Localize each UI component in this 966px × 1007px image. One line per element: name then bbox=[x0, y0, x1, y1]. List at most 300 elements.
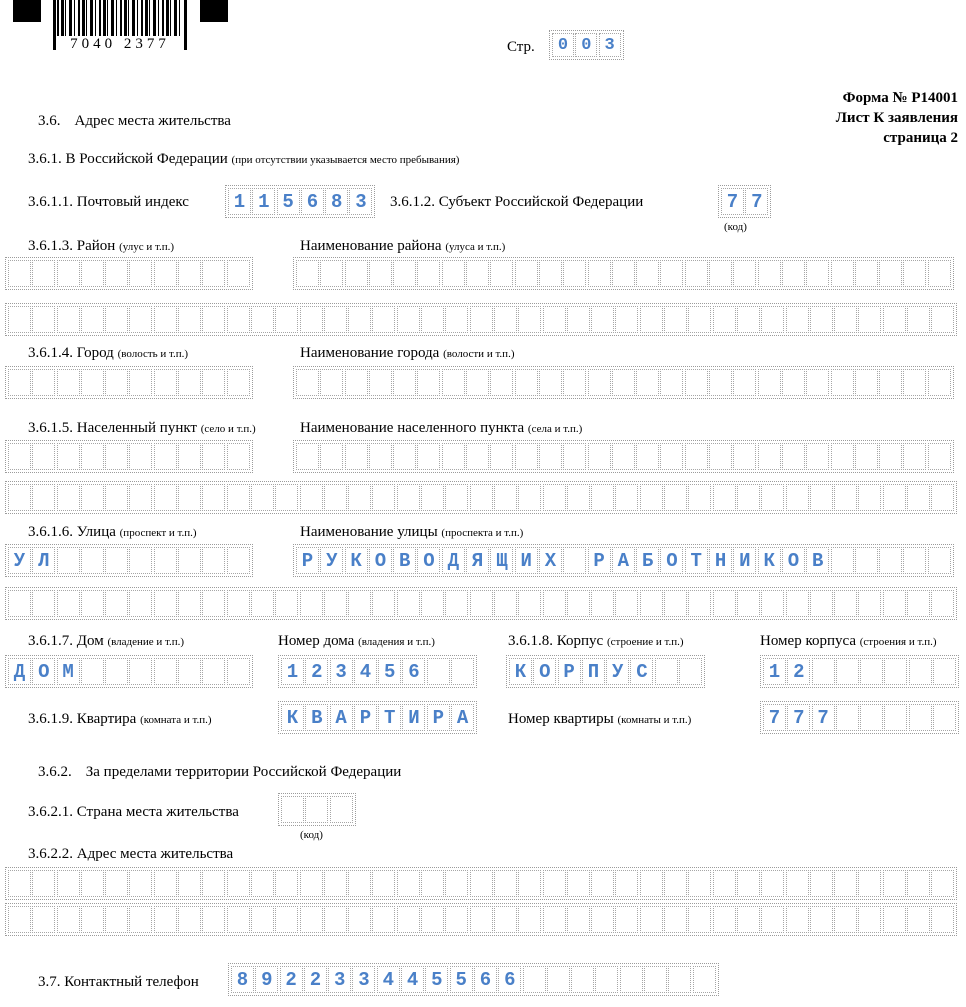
char-cell bbox=[178, 658, 201, 685]
char-cell bbox=[879, 547, 902, 574]
char-cell bbox=[154, 590, 177, 617]
char-cell bbox=[733, 369, 756, 396]
char-cell: О bbox=[533, 658, 556, 685]
building-number-field[interactable] bbox=[760, 655, 959, 688]
char-cell bbox=[300, 306, 323, 333]
char-cell bbox=[296, 260, 319, 287]
char-cell bbox=[786, 590, 809, 617]
section-3-6-1-title: 3.6.1. В Российской Федерации (при отсутствии указывается место пребывания) bbox=[28, 151, 460, 167]
char-cell bbox=[466, 260, 489, 287]
char-cell bbox=[567, 306, 590, 333]
char-cell bbox=[202, 906, 225, 933]
char-cell bbox=[81, 306, 104, 333]
char-cell bbox=[664, 484, 687, 511]
page-number-field[interactable] bbox=[549, 30, 624, 60]
char-cell bbox=[32, 306, 55, 333]
char-cell bbox=[834, 306, 857, 333]
char-cell bbox=[688, 590, 711, 617]
char-cell bbox=[57, 306, 80, 333]
char-cell bbox=[855, 443, 878, 470]
char-cell bbox=[32, 443, 55, 470]
char-cell bbox=[397, 870, 420, 897]
char-cell bbox=[928, 260, 951, 287]
settlement-type-field[interactable] bbox=[5, 440, 253, 473]
char-cell: 0 bbox=[552, 33, 574, 57]
char-cell bbox=[32, 260, 55, 287]
house-type-field[interactable] bbox=[5, 655, 253, 688]
char-cell bbox=[227, 306, 250, 333]
char-cell bbox=[81, 870, 104, 897]
char-cell bbox=[202, 870, 225, 897]
char-cell: Д bbox=[8, 658, 31, 685]
char-cell bbox=[330, 796, 353, 823]
char-cell bbox=[348, 590, 371, 617]
char-cell bbox=[640, 870, 663, 897]
char-cell bbox=[275, 484, 298, 511]
foreign-address-line2-field[interactable] bbox=[5, 903, 957, 936]
char-cell bbox=[178, 590, 201, 617]
char-cell bbox=[345, 369, 368, 396]
char-cell bbox=[202, 306, 225, 333]
char-cell bbox=[567, 590, 590, 617]
char-cell bbox=[320, 443, 343, 470]
district-name-field[interactable] bbox=[293, 257, 954, 290]
char-cell: 7 bbox=[812, 704, 835, 731]
char-cell bbox=[202, 443, 225, 470]
char-cell bbox=[523, 966, 546, 993]
char-cell bbox=[933, 658, 956, 685]
char-cell bbox=[372, 484, 395, 511]
char-cell bbox=[105, 443, 128, 470]
char-cell bbox=[129, 906, 152, 933]
char-cell bbox=[421, 306, 444, 333]
char-cell bbox=[129, 306, 152, 333]
char-cell bbox=[903, 369, 926, 396]
char-cell bbox=[834, 484, 857, 511]
apartment-type-field[interactable] bbox=[278, 701, 477, 734]
char-cell bbox=[105, 870, 128, 897]
settlement-name-field[interactable] bbox=[293, 440, 954, 473]
char-cell bbox=[655, 658, 678, 685]
char-cell bbox=[688, 484, 711, 511]
char-cell bbox=[397, 906, 420, 933]
char-cell bbox=[129, 443, 152, 470]
char-cell bbox=[810, 870, 833, 897]
char-cell: У bbox=[320, 547, 343, 574]
char-cell bbox=[786, 484, 809, 511]
char-cell bbox=[737, 590, 760, 617]
char-cell: 1 bbox=[228, 188, 251, 215]
char-cell bbox=[644, 966, 667, 993]
subject-label: 3.6.1.2. Субъект Российской Федерации bbox=[390, 194, 644, 210]
char-cell bbox=[640, 906, 663, 933]
char-cell bbox=[32, 906, 55, 933]
city-type-field[interactable] bbox=[5, 366, 253, 399]
char-cell bbox=[931, 870, 954, 897]
char-cell bbox=[786, 906, 809, 933]
section-number: 3.6. bbox=[38, 113, 61, 129]
building-label: 3.6.1.8. Корпус (строение и т.п.) bbox=[508, 633, 684, 649]
char-cell bbox=[931, 906, 954, 933]
char-cell bbox=[445, 906, 468, 933]
char-cell bbox=[761, 484, 784, 511]
char-cell bbox=[129, 590, 152, 617]
char-cell bbox=[660, 369, 683, 396]
char-cell bbox=[931, 306, 954, 333]
char-cell bbox=[129, 369, 152, 396]
street-type-field[interactable] bbox=[5, 544, 253, 577]
char-cell bbox=[810, 484, 833, 511]
postal-index-label: 3.6.1.1. Почтовый индекс bbox=[28, 194, 189, 210]
char-cell bbox=[81, 260, 104, 287]
char-cell bbox=[251, 306, 274, 333]
char-cell bbox=[588, 260, 611, 287]
char-cell bbox=[664, 906, 687, 933]
char-cell: 3 bbox=[349, 188, 372, 215]
char-cell bbox=[883, 590, 906, 617]
char-cell bbox=[615, 906, 638, 933]
char-cell: 2 bbox=[305, 658, 328, 685]
char-cell bbox=[588, 443, 611, 470]
char-cell bbox=[515, 443, 538, 470]
char-cell bbox=[417, 369, 440, 396]
char-cell bbox=[154, 369, 177, 396]
char-cell bbox=[8, 443, 31, 470]
section-number: 3.6.2. bbox=[38, 764, 72, 780]
char-cell bbox=[931, 590, 954, 617]
char-cell bbox=[369, 260, 392, 287]
char-cell: 6 bbox=[474, 966, 497, 993]
char-cell bbox=[713, 906, 736, 933]
char-cell bbox=[305, 796, 328, 823]
char-cell bbox=[154, 906, 177, 933]
char-cell: 1 bbox=[281, 658, 304, 685]
char-cell bbox=[858, 870, 881, 897]
char-cell bbox=[567, 484, 590, 511]
char-cell bbox=[154, 484, 177, 511]
postal-index-field[interactable] bbox=[225, 185, 375, 218]
char-cell bbox=[737, 484, 760, 511]
char-cell bbox=[178, 306, 201, 333]
char-cell bbox=[57, 547, 80, 574]
char-cell bbox=[57, 443, 80, 470]
char-cell bbox=[831, 443, 854, 470]
char-cell bbox=[543, 870, 566, 897]
char-cell bbox=[470, 306, 493, 333]
char-cell bbox=[494, 590, 517, 617]
char-cell bbox=[227, 547, 250, 574]
char-cell: М bbox=[57, 658, 80, 685]
char-cell bbox=[907, 906, 930, 933]
street-name-field[interactable] bbox=[293, 544, 954, 577]
char-cell: 1 bbox=[763, 658, 786, 685]
char-cell bbox=[490, 443, 513, 470]
char-cell bbox=[494, 906, 517, 933]
char-cell bbox=[836, 704, 859, 731]
char-cell: К bbox=[509, 658, 532, 685]
char-cell: К bbox=[345, 547, 368, 574]
char-cell: Б bbox=[636, 547, 659, 574]
char-cell bbox=[105, 590, 128, 617]
char-cell bbox=[227, 906, 250, 933]
char-cell bbox=[928, 443, 951, 470]
form-number: Форма № Р14001 bbox=[842, 90, 958, 106]
char-cell bbox=[907, 306, 930, 333]
char-cell bbox=[202, 260, 225, 287]
char-cell bbox=[515, 369, 538, 396]
char-cell bbox=[427, 658, 450, 685]
char-cell bbox=[855, 260, 878, 287]
subject-code-field[interactable] bbox=[718, 185, 771, 218]
city-label: 3.6.1.4. Город (волость и т.п.) bbox=[28, 345, 189, 361]
char-cell: 6 bbox=[498, 966, 521, 993]
country-label: 3.6.2.1. Страна места жительства bbox=[28, 804, 239, 820]
char-cell bbox=[445, 484, 468, 511]
char-cell bbox=[369, 369, 392, 396]
char-cell bbox=[810, 590, 833, 617]
settlement-label: 3.6.1.5. Населенный пункт (село и т.п.) bbox=[28, 420, 256, 436]
char-cell bbox=[421, 906, 444, 933]
char-cell bbox=[397, 306, 420, 333]
char-cell: Р bbox=[558, 658, 581, 685]
char-cell bbox=[615, 484, 638, 511]
district-label: 3.6.1.3. Район (улус и т.п.) bbox=[28, 238, 175, 254]
char-cell bbox=[227, 443, 250, 470]
char-cell bbox=[57, 590, 80, 617]
char-cell bbox=[685, 260, 708, 287]
char-cell bbox=[178, 547, 201, 574]
char-cell bbox=[296, 369, 319, 396]
char-cell bbox=[660, 443, 683, 470]
char-cell bbox=[928, 547, 951, 574]
char-cell bbox=[518, 484, 541, 511]
char-cell bbox=[445, 870, 468, 897]
settlement-name-extra-field[interactable] bbox=[5, 481, 957, 514]
char-cell bbox=[884, 658, 907, 685]
char-cell bbox=[154, 658, 177, 685]
char-cell bbox=[563, 260, 586, 287]
char-cell bbox=[907, 590, 930, 617]
char-cell bbox=[812, 658, 835, 685]
char-cell bbox=[178, 443, 201, 470]
char-cell bbox=[178, 870, 201, 897]
char-cell bbox=[640, 484, 663, 511]
char-cell bbox=[129, 484, 152, 511]
char-cell bbox=[451, 658, 474, 685]
char-cell: 8 bbox=[231, 966, 254, 993]
char-cell: 7 bbox=[787, 704, 810, 731]
char-cell: В bbox=[806, 547, 829, 574]
char-cell bbox=[421, 484, 444, 511]
char-cell bbox=[105, 260, 128, 287]
char-cell bbox=[907, 870, 930, 897]
char-cell bbox=[57, 260, 80, 287]
char-cell bbox=[81, 906, 104, 933]
char-cell: Р bbox=[296, 547, 319, 574]
char-cell bbox=[860, 658, 883, 685]
char-cell bbox=[636, 443, 659, 470]
apartment-number-field[interactable] bbox=[760, 701, 959, 734]
char-cell bbox=[372, 870, 395, 897]
char-cell: Д bbox=[442, 547, 465, 574]
char-cell bbox=[858, 306, 881, 333]
char-cell bbox=[591, 484, 614, 511]
char-cell bbox=[737, 906, 760, 933]
char-cell: Н bbox=[709, 547, 732, 574]
char-cell bbox=[32, 590, 55, 617]
char-cell bbox=[733, 260, 756, 287]
char-cell bbox=[372, 590, 395, 617]
sheet-page: страница 2 bbox=[883, 130, 958, 146]
char-cell: 7 bbox=[745, 188, 768, 215]
char-cell bbox=[834, 906, 857, 933]
char-cell: Щ bbox=[490, 547, 513, 574]
char-cell: 4 bbox=[401, 966, 424, 993]
char-cell bbox=[539, 260, 562, 287]
char-cell bbox=[393, 369, 416, 396]
char-cell bbox=[8, 369, 31, 396]
char-cell: 2 bbox=[787, 658, 810, 685]
char-cell bbox=[154, 547, 177, 574]
char-cell: 8 bbox=[325, 188, 348, 215]
char-cell bbox=[595, 966, 618, 993]
char-cell bbox=[300, 870, 323, 897]
char-cell: 5 bbox=[378, 658, 401, 685]
char-cell: Т bbox=[685, 547, 708, 574]
char-cell bbox=[679, 658, 702, 685]
char-cell bbox=[733, 443, 756, 470]
char-cell bbox=[202, 658, 225, 685]
building-type-field[interactable] bbox=[506, 655, 705, 688]
char-cell: 3 bbox=[330, 658, 353, 685]
barcode-corner-square-right bbox=[200, 0, 228, 22]
char-cell bbox=[539, 369, 562, 396]
building-number-label: Номер корпуса (строения и т.п.) bbox=[760, 633, 937, 649]
char-cell bbox=[348, 870, 371, 897]
char-cell: 0 bbox=[575, 33, 597, 57]
city-name-field[interactable] bbox=[293, 366, 954, 399]
char-cell bbox=[640, 590, 663, 617]
char-cell bbox=[178, 484, 201, 511]
char-cell bbox=[713, 484, 736, 511]
section-3-6-2-title: 3.6.2. За пределами территории Российской Федерации bbox=[38, 764, 402, 780]
char-cell bbox=[105, 658, 128, 685]
foreign-address-line1-field[interactable] bbox=[5, 867, 957, 900]
country-code-note: (код) bbox=[300, 829, 323, 841]
char-cell bbox=[154, 870, 177, 897]
char-cell bbox=[518, 306, 541, 333]
char-cell bbox=[421, 870, 444, 897]
char-cell bbox=[81, 443, 104, 470]
char-cell bbox=[8, 484, 31, 511]
char-cell bbox=[806, 369, 829, 396]
char-cell bbox=[539, 443, 562, 470]
section-3-6-title: 3.6. Адрес места жительства bbox=[38, 113, 231, 129]
char-cell bbox=[417, 443, 440, 470]
char-cell: И bbox=[733, 547, 756, 574]
char-cell bbox=[81, 484, 104, 511]
settlement-name-label: Наименование населенного пункта (села и т.п.) bbox=[300, 420, 583, 436]
char-cell bbox=[591, 306, 614, 333]
char-cell bbox=[348, 306, 371, 333]
char-cell bbox=[227, 260, 250, 287]
char-cell bbox=[810, 306, 833, 333]
char-cell: 3 bbox=[352, 966, 375, 993]
char-cell bbox=[636, 369, 659, 396]
char-cell bbox=[129, 658, 152, 685]
char-cell bbox=[494, 306, 517, 333]
char-cell bbox=[518, 870, 541, 897]
char-cell bbox=[688, 870, 711, 897]
char-cell bbox=[372, 906, 395, 933]
char-cell bbox=[668, 966, 691, 993]
house-number-field[interactable] bbox=[278, 655, 477, 688]
phone-field[interactable] bbox=[228, 963, 719, 996]
char-cell bbox=[571, 966, 594, 993]
char-cell: О bbox=[660, 547, 683, 574]
char-cell bbox=[275, 870, 298, 897]
char-cell: 5 bbox=[425, 966, 448, 993]
char-cell bbox=[615, 590, 638, 617]
char-cell: О bbox=[369, 547, 392, 574]
char-cell bbox=[202, 590, 225, 617]
char-cell bbox=[105, 306, 128, 333]
char-cell bbox=[903, 443, 926, 470]
char-cell bbox=[470, 590, 493, 617]
char-cell bbox=[275, 590, 298, 617]
district-type-field[interactable] bbox=[5, 257, 253, 290]
char-cell bbox=[543, 590, 566, 617]
char-cell bbox=[518, 906, 541, 933]
char-cell bbox=[782, 443, 805, 470]
street-name-extra-field[interactable] bbox=[5, 587, 957, 620]
char-cell bbox=[300, 590, 323, 617]
char-cell bbox=[884, 704, 907, 731]
barcode-digits: 7040 2377 bbox=[57, 36, 183, 53]
char-cell bbox=[612, 443, 635, 470]
char-cell bbox=[883, 306, 906, 333]
char-cell bbox=[32, 369, 55, 396]
char-cell: П bbox=[582, 658, 605, 685]
apartment-number-label: Номер квартиры (комнаты и т.п.) bbox=[508, 711, 692, 727]
char-cell bbox=[227, 590, 250, 617]
char-cell bbox=[105, 547, 128, 574]
char-cell: О bbox=[417, 547, 440, 574]
char-cell bbox=[685, 369, 708, 396]
char-cell: 5 bbox=[450, 966, 473, 993]
char-cell: И bbox=[402, 704, 425, 731]
char-cell bbox=[320, 260, 343, 287]
char-cell: 4 bbox=[377, 966, 400, 993]
barcode-guard-bar-left bbox=[53, 0, 56, 50]
street-name-label: Наименование улицы (проспекта и т.п.) bbox=[300, 524, 524, 540]
char-cell bbox=[563, 547, 586, 574]
country-code-field[interactable] bbox=[278, 793, 356, 826]
char-cell bbox=[515, 260, 538, 287]
char-cell bbox=[709, 443, 732, 470]
char-cell: К bbox=[281, 704, 304, 731]
char-cell bbox=[281, 796, 304, 823]
char-cell: Р bbox=[588, 547, 611, 574]
char-cell bbox=[761, 306, 784, 333]
district-name-extra-field[interactable] bbox=[5, 303, 957, 336]
char-cell bbox=[202, 547, 225, 574]
char-cell bbox=[324, 484, 347, 511]
char-cell bbox=[154, 260, 177, 287]
char-cell bbox=[806, 260, 829, 287]
char-cell bbox=[8, 906, 31, 933]
char-cell bbox=[879, 369, 902, 396]
